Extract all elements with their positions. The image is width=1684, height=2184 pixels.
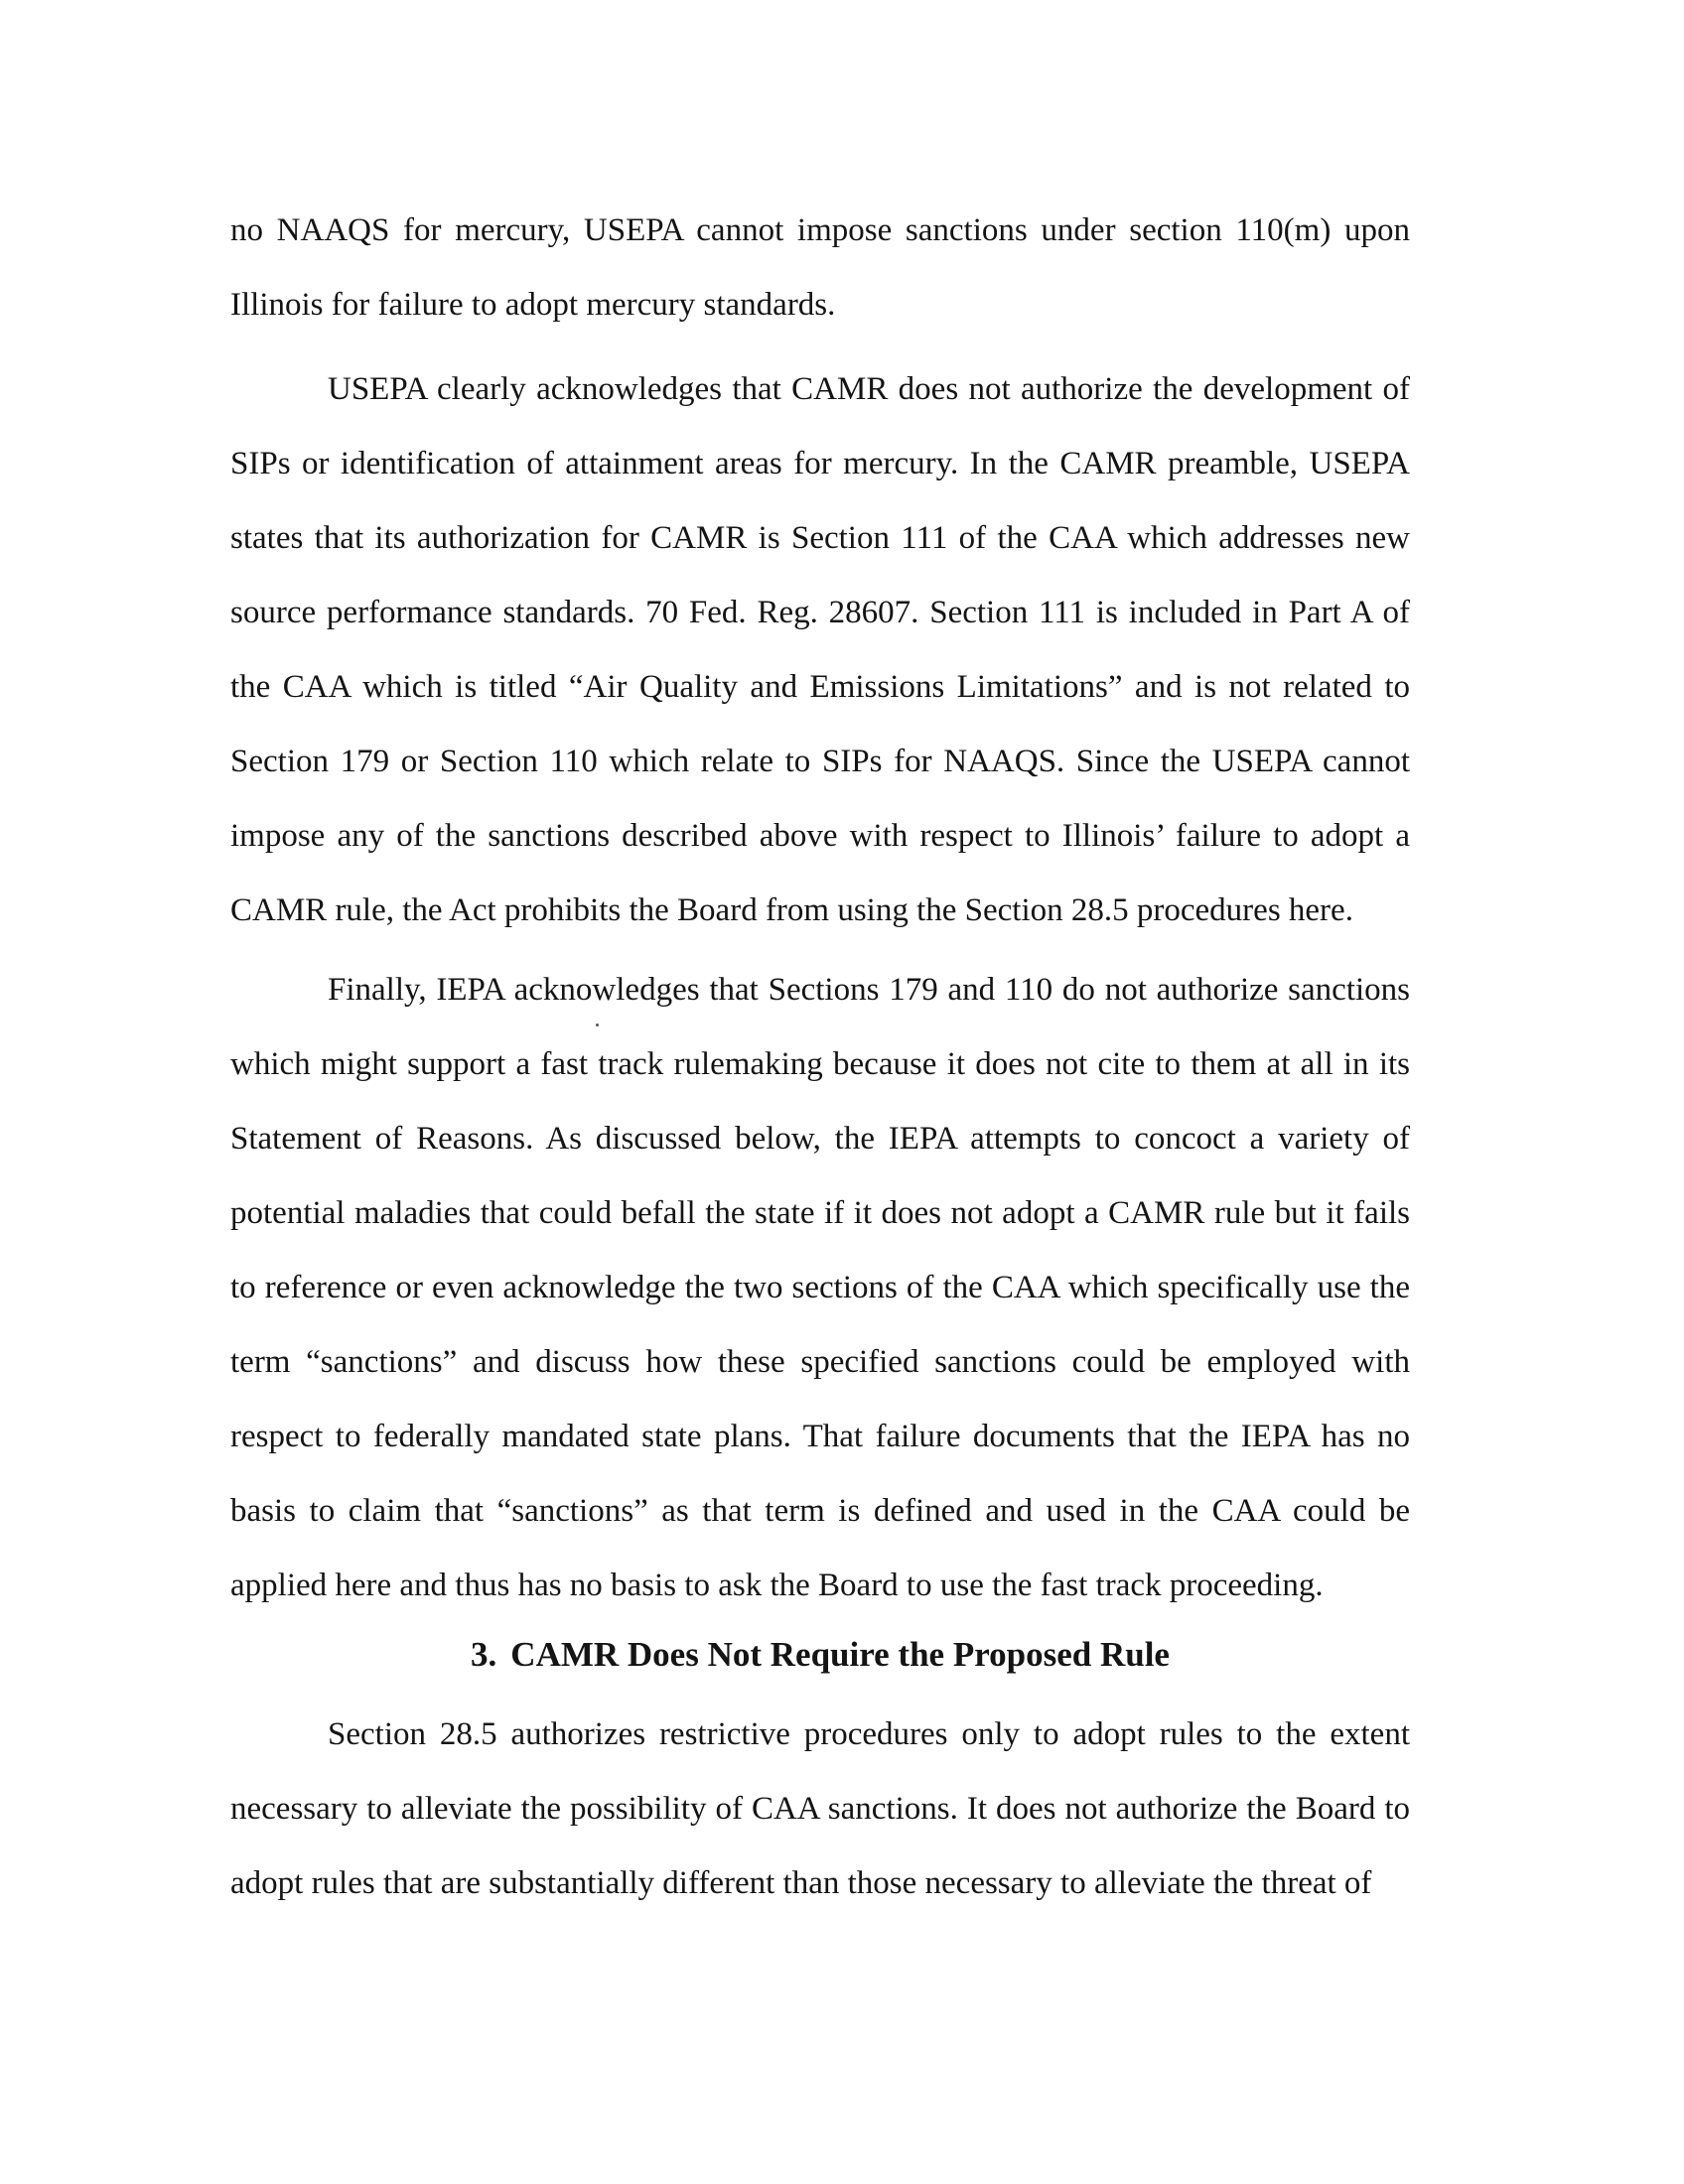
paragraph-text: USEPA clearly acknowledges that CAMR does not authorize the development of SIPs or identification of attainment areas for mercury. In the CAMR preamble, USEPA states that its authorization for CAMR is Section 111 of the CAA which addresses new source performance standards. 70 Fed. Reg. 28607. Section 111 is included in Part A of the CAA which is titled “Air Quality and Emissions Limitations” and is not related to Section 179 or Section 110 which relate to SIPs for NAAQS. Since the USEPA cannot impose any of the sanctions described above with respect to Illinois’ failure to adopt a CAMR rule, the Act prohibits the Board from using the Section 28.5 procedures here.: [230, 371, 1410, 928]
section-title: CAMR Does Not Require the Proposed Rule: [510, 1635, 1170, 1674]
paragraph-text: no NAAQS for mercury, USEPA cannot impose sanctions under section 110(m) upon Illinois for failure to adopt mercury standards.: [230, 212, 1410, 323]
paragraph-camr-authorization: [230, 352, 1410, 948]
paragraph-iepa-acknowledges: [230, 953, 1410, 1623]
paragraph-text: Finally, IEPA acknowledges that Sections 179 and 110 do not authorize sanctions which might support a fast track rulemaking because it does not cite to them at all in its Statement of Reasons. As discussed below, the IEPA attempts to concoct a variety of potential maladies that could befall the state if it does not adopt a CAMR rule but it fails to reference or even acknowledge the two sections of the CAA which specifically use the term “sanctions” and discuss how these specified sanctions could be employed with respect to federally mandated state plans. That failure documents that the IEPA has no basis to claim that “sanctions” as that term is defined and used in the CAA could be applied here and thus has no basis to ask the Board to use the fast track proceeding.: [230, 972, 1410, 1603]
section-heading: [230, 1630, 1410, 1680]
scan-speck: [596, 1024, 599, 1026]
paragraph-text: Section 28.5 authorizes restrictive procedures only to adopt rules to the extent necessary to alleviate the possibility of CAA sanctions. It does not authorize the Board to adopt rules that are substantially different than those necessary to alleviate the threat of: [230, 1716, 1410, 1901]
section-number: 3.: [471, 1635, 497, 1674]
paragraph-continuation: [230, 194, 1410, 342]
paragraph-section-28-5: [230, 1698, 1410, 1921]
